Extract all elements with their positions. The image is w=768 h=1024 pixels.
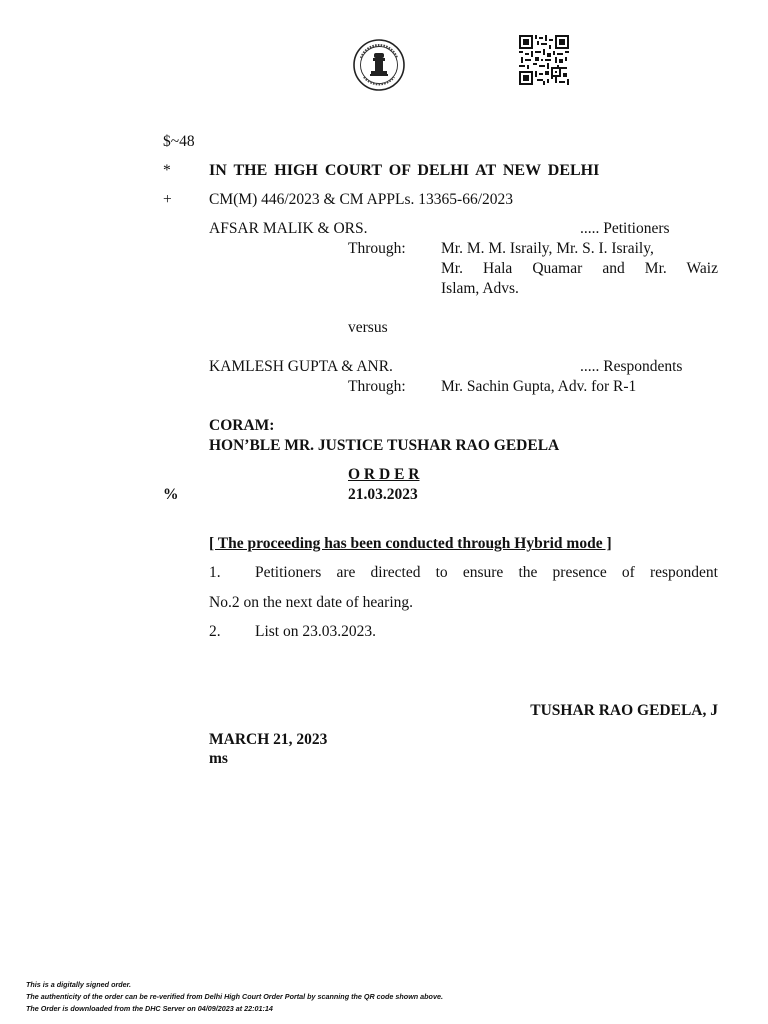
footer-line3: The Order is downloaded from the DHC Server on 04/09/2023 at 22:01:14 bbox=[26, 1004, 273, 1013]
petitioners-counsel-line1: Mr. M. M. Israily, Mr. S. I. Israily, bbox=[441, 240, 654, 257]
coram-judge: HON’BLE MR. JUSTICE TUSHAR RAO GEDELA bbox=[209, 437, 560, 454]
signature-date: MARCH 21, 2023 bbox=[209, 731, 328, 748]
order-heading: O R D E R bbox=[348, 466, 420, 483]
para1-line1: Petitioners are directed to ensure the presence of respondent bbox=[255, 564, 718, 581]
para2-number: 2. bbox=[209, 623, 221, 640]
percent-mark: % bbox=[163, 486, 179, 503]
star-mark: * bbox=[163, 162, 171, 179]
order-date: 21.03.2023 bbox=[348, 486, 418, 503]
petitioners-counsel-line3: Islam, Advs. bbox=[441, 280, 519, 297]
footer-line2: The authenticity of the order can be re-verified from Delhi High Court Order Portal by scanning the QR code shown above. bbox=[26, 992, 443, 1001]
petitioners-role: ..... Petitioners bbox=[580, 220, 670, 237]
petitioners-name: AFSAR MALIK & ORS. bbox=[209, 220, 368, 237]
coram-label: CORAM: bbox=[209, 417, 275, 434]
court-title: IN THE HIGH COURT OF DELHI AT NEW DELHI bbox=[209, 162, 600, 179]
case-number: CM(M) 446/2023 & CM APPLs. 13365-66/2023 bbox=[209, 191, 514, 208]
petitioners-through-label: Through: bbox=[348, 240, 406, 257]
signing-judge: TUSHAR RAO GEDELA, J bbox=[530, 702, 718, 719]
signature-initials: ms bbox=[209, 750, 228, 767]
petitioners-counsel-line2: Mr. Hala Quamar and Mr. Waiz bbox=[441, 260, 718, 277]
respondents-role: ..... Respondents bbox=[580, 358, 683, 375]
hybrid-mode-note: [ The proceeding has been conducted through Hybrid mode ] bbox=[209, 535, 612, 552]
respondents-counsel: Mr. Sachin Gupta, Adv. for R-1 bbox=[441, 378, 637, 395]
footer-line1: This is a digitally signed order. bbox=[26, 980, 132, 989]
versus-text: versus bbox=[348, 319, 388, 336]
respondents-name: KAMLESH GUPTA & ANR. bbox=[209, 358, 393, 375]
para1-number: 1. bbox=[209, 564, 221, 581]
para2-text: List on 23.03.2023. bbox=[255, 623, 376, 640]
respondents-through-label: Through: bbox=[348, 378, 406, 395]
qr-code-icon bbox=[519, 35, 569, 85]
serial-mark: $~48 bbox=[163, 133, 195, 150]
plus-mark: + bbox=[163, 191, 172, 208]
para1-line2: No.2 on the next date of hearing. bbox=[209, 594, 414, 611]
delhi-high-court-emblem-icon bbox=[352, 38, 406, 92]
